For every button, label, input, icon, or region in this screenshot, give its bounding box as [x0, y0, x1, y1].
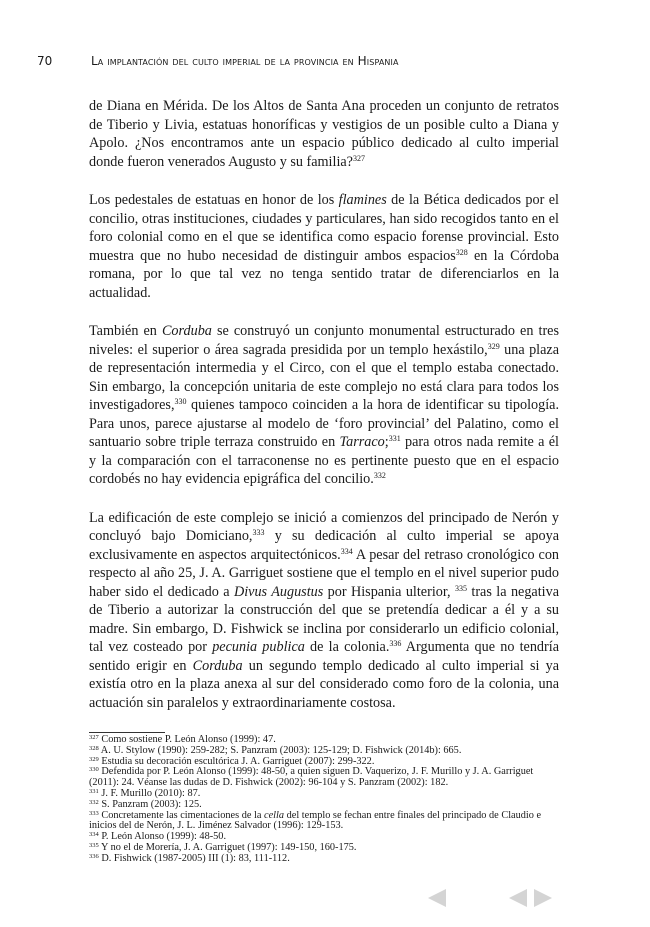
- previous-page-icon[interactable]: [509, 889, 527, 907]
- text-run: Concretamente las cimentaciones de la: [98, 809, 265, 821]
- text-run: se construyó un conjunto monumental estructurado en tres niveles: el superior o área sagrada presidida por un templo hexástilo,: [89, 323, 559, 358]
- running-title: La implantación del culto imperial de la provincia en Hispania: [91, 54, 399, 68]
- text-run: de la colonia.: [304, 639, 390, 655]
- back-arrow-icon[interactable]: [428, 889, 446, 907]
- text-run: Estudia su decoración escultórica J. A. Garriguet (2007): 299-322.: [98, 755, 375, 767]
- text-run: para otros nada remite a él y la comparación con el tarraconense no es pertinente puesto que en el espacio cordobés no hay evidencia epigráfica del concilio.: [89, 434, 559, 487]
- italic-term: flamines: [338, 192, 387, 208]
- italic-term: cella: [264, 809, 285, 821]
- footnote-ref: 332: [89, 798, 99, 806]
- text-run: Defendida por P. León Alonso (1999): 48-50, a quien siguen D. Vaquerizo, J. F. Murillo y J. A. Garriguet (2011): 24. Véanse las dudas de D. Fishwick (2002): 96-104 y S. Panzram (2002): 182.: [89, 766, 534, 789]
- paragraph: [89, 509, 559, 713]
- footnote-ref: 333: [89, 809, 99, 817]
- paragraph: [89, 191, 559, 302]
- text-run: por Hispania ulterior,: [323, 583, 455, 600]
- text-run: ;: [384, 434, 389, 450]
- text-run: La edificación de este complejo se inició a comienzos del principado de Nerón y concluyó bajo Domiciano,: [89, 509, 559, 544]
- footnote-ref: 333: [252, 528, 265, 537]
- footnote-ref: 332: [373, 471, 386, 480]
- italic-term: Corduba: [161, 323, 212, 339]
- text-run: Como sostiene P. León Alonso (1999): 47.: [98, 734, 276, 745]
- paragraph: [89, 97, 559, 171]
- text-run: Y no el de Morería, J. A. Garriguet (1997): 149-150, 160-175.: [98, 841, 357, 853]
- italic-term: Divus Augustus: [233, 583, 324, 600]
- footnote-ref: 330: [89, 766, 99, 774]
- text-run: del templo se fechan entre finales del principado de Claudio e inicios del de Nerón, J. L. Jiménez Salvador (1996): 129-153.: [89, 809, 542, 832]
- paragraph: [89, 322, 559, 489]
- footnotes: [89, 735, 559, 865]
- next-page-icon[interactable]: [534, 889, 552, 907]
- footnote-ref: 335: [454, 583, 467, 593]
- page-navigation: [89, 889, 559, 907]
- text-run: D. Fishwick (1987-2005) III (1): 83, 111-112.: [98, 852, 290, 864]
- footnote-ref: 328: [89, 744, 99, 752]
- page-number: 70: [37, 54, 53, 68]
- footnote-ref: 336: [389, 639, 402, 648]
- footnote-ref: 330: [174, 397, 187, 406]
- italic-term: Corduba: [192, 657, 243, 674]
- footnote-ref: 335: [89, 841, 99, 849]
- footnote-divider: [89, 732, 165, 733]
- text-run: y su dedicación al culto imperial se apoya exclusivamente en aspectos arquitectónicos.: [89, 528, 559, 563]
- text-run: A. U. Stylow (1990): 259-282; S. Panzram (2003): 125-129; D. Fishwick (2014b): 665.: [98, 744, 462, 756]
- footnote-ref: 328: [455, 247, 468, 257]
- footnote-ref: 334: [89, 831, 99, 839]
- footnote: [89, 767, 559, 789]
- text-run: Los pedestales de estatuas en honor de los: [89, 192, 339, 208]
- footnote-ref: 327: [89, 734, 99, 741]
- footnote-ref: 329: [89, 755, 99, 763]
- text-run: Argumenta que no tendría sentido erigir en: [89, 639, 559, 674]
- text-run: P. León Alonso (1999): 48-50.: [98, 831, 227, 843]
- text-run: de Diana en Mérida. De los Altos de Santa Ana proceden un conjunto de retratos de Tiberio y Livia, estatuas honoríficas y vestigios de un posible culto a Diana y Apolo. ¿Nos encontramos ante un espacio público dedicado al culto imperial donde fueron venerados Augusto y su familia?: [89, 98, 559, 170]
- text-run: una plaza de representación intermedia y el Circo, con el que el templo estaba conectado. Sin embargo, la concepción unitaria de este complejo no está clara para todos los investigadores,: [89, 341, 559, 413]
- footnote: [89, 811, 559, 833]
- footnote-ref: 329: [487, 341, 500, 351]
- footnote-ref: 331: [89, 787, 99, 795]
- body-text: [89, 97, 559, 712]
- text-run: tras la negativa de Tiberio a autorizar la construcción del que se pretendía dedicar a él y a su madre. Sin embargo, D. Fishwick se inclina por considerarlo un edificio colonial, tal vez costeado por: [89, 583, 559, 655]
- text-run: También en: [89, 323, 162, 339]
- footnote-ref: 336: [89, 852, 99, 860]
- text-run: un segundo templo dedicado al culto imperial si ya existía otro en la plaza anexa al sur del considerado como foro de la colonia, una actuación sin paralelos y extraordinariamente costosa.: [89, 657, 559, 711]
- footnote-ref: 331: [388, 434, 401, 443]
- text-run: en la Córdoba romana, por lo que tal vez no tenga sentido tratar de diferenciarlos en la actualidad.: [89, 247, 559, 301]
- italic-term: Tarraco: [339, 434, 385, 450]
- text-run: quienes tampoco coinciden a la hora de identificar su tipología. Para unos, parece ajustarse al modelo de ‘foro provincial’ del Palatino, como el santuario sobre triple terraza construido en: [89, 397, 559, 450]
- footnote-ref: 334: [340, 546, 353, 556]
- text-run: S. Panzram (2003): 125.: [98, 798, 202, 810]
- footnote: [89, 854, 559, 865]
- footnote-ref: 327: [352, 153, 365, 163]
- page-content: [89, 0, 559, 927]
- italic-term: pecunia publica: [212, 639, 305, 655]
- text-run: J. F. Murillo (2010): 87.: [98, 787, 201, 799]
- text-run: de la Bética dedicados por el concilio, otras instituciones, ciudades y particulares, han sido recogidos tanto en el foro colonial como en el que se identifica como espacio forense provincial. Esto muestra que no hubo necesidad de distinguir ambos espacios: [89, 192, 560, 264]
- text-run: A pesar del retraso cronológico con respecto al año 25, J. A. Garriguet sostiene que el templo en el nivel superior pudo haber sido el dedicado a: [89, 546, 560, 600]
